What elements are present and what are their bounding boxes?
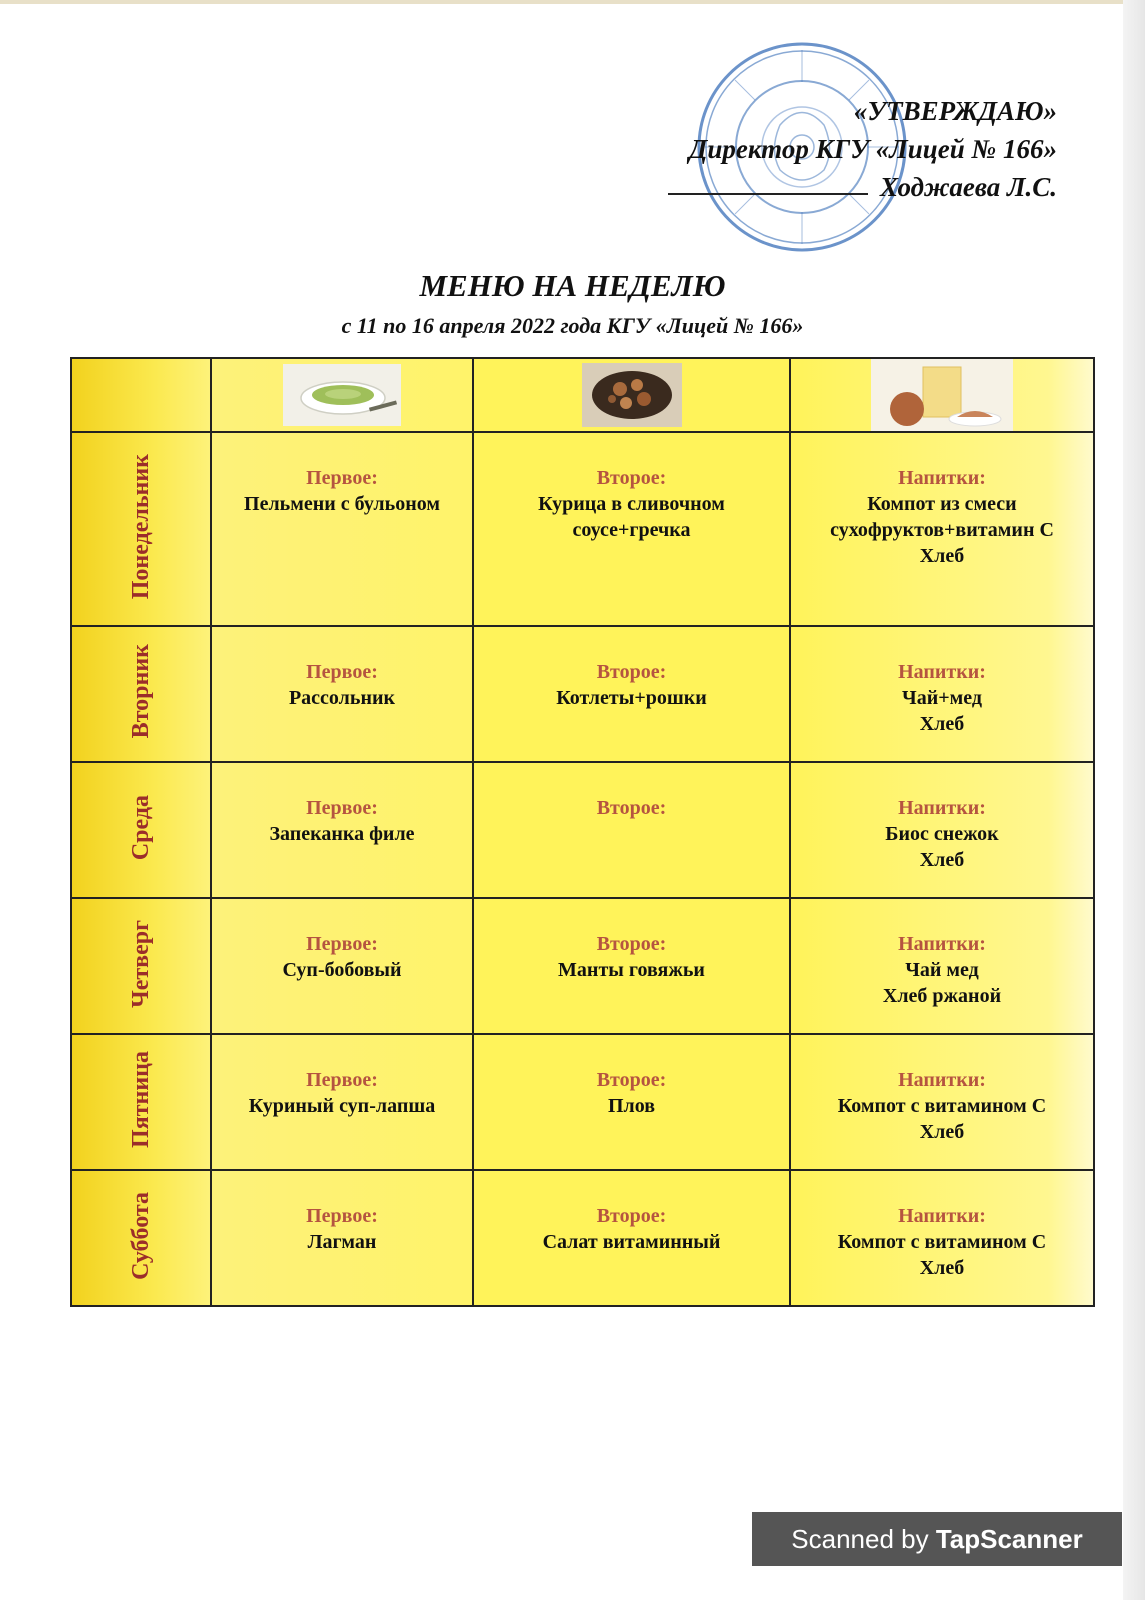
day-cell	[71, 432, 211, 626]
day-cell	[71, 898, 211, 1034]
signature-line	[668, 193, 868, 195]
first-course-cell	[211, 1170, 473, 1306]
drinks-cell	[790, 898, 1094, 1034]
second-course-label: Второе:	[596, 797, 667, 819]
drinks-label: Напитки:	[898, 933, 986, 955]
drinks-cell	[790, 762, 1094, 898]
first-course-cell	[211, 432, 473, 626]
first-course-label: Первое:	[306, 661, 378, 683]
drinks-cell	[790, 1170, 1094, 1306]
day-name: Среда	[127, 794, 154, 861]
day-name: Понедельник	[127, 453, 154, 600]
second-course-dish: Курица в сливочном соусе+гречка	[538, 493, 725, 541]
first-course-label: Первое:	[306, 1205, 378, 1227]
day-cell	[71, 762, 211, 898]
header-corner-cell	[71, 358, 211, 432]
first-course-label: Первое:	[306, 797, 378, 819]
drinks-item: Компот из смеси сухофруктов+витамин С	[830, 493, 1054, 541]
first-course-cell	[211, 898, 473, 1034]
approval-name: Ходжаева Л.С.	[879, 172, 1057, 202]
scanner-watermark	[752, 1512, 1122, 1566]
drinks-cell	[790, 1034, 1094, 1170]
first-course-cell	[211, 626, 473, 762]
second-course-label: Второе:	[596, 933, 667, 955]
day-cell	[71, 1170, 211, 1306]
first-course-dish: Рассольник	[288, 687, 396, 709]
bread-item: Хлеб ржаной	[882, 985, 1002, 1007]
day-name: Суббота	[127, 1191, 154, 1280]
watermark-prefix: Scanned by	[791, 1524, 929, 1554]
first-course-dish: Пельмени с бульоном	[244, 493, 440, 515]
second-course-dish: Котлеты+рошки	[556, 687, 707, 709]
second-course-cell	[473, 1170, 790, 1306]
second-course-cell	[473, 626, 790, 762]
second-course-dish: Плов	[607, 1095, 656, 1117]
second-course-cell	[473, 1034, 790, 1170]
drinks-item: Чай мед	[905, 959, 979, 981]
page-top-edge	[0, 0, 1145, 4]
drinks-photo-icon	[871, 359, 1013, 431]
second-course-dish: Салат витаминный	[542, 1231, 721, 1253]
second-course-cell	[473, 898, 790, 1034]
second-course-cell	[473, 762, 790, 898]
first-course-label: Первое:	[306, 1069, 378, 1091]
first-course-label: Первое:	[306, 467, 378, 489]
page-title: МЕНЮ НА НЕДЕЛЮ	[419, 268, 726, 303]
menu-row-tuesday	[71, 626, 1094, 762]
menu-row-monday	[71, 432, 1094, 626]
drinks-label: Напитки:	[898, 797, 986, 819]
approval-block	[689, 92, 1057, 206]
second-course-dish: Манты говяжьи	[558, 959, 705, 981]
first-course-dish: Куриный суп-лапша	[248, 1095, 436, 1117]
second-course-cell	[473, 432, 790, 626]
day-name: Пятница	[127, 1051, 154, 1148]
first-course-dish: Запеканка филе	[269, 823, 415, 845]
header-second-course-cell	[473, 358, 790, 432]
drinks-label: Напитки:	[898, 467, 986, 489]
first-course-dish: Суп-бобовый	[282, 959, 402, 981]
header-first-course-cell	[211, 358, 473, 432]
menu-row-saturday	[71, 1170, 1094, 1306]
main-dish-photo-icon	[582, 363, 682, 427]
bread-item: Хлеб	[919, 849, 965, 871]
bread-item: Хлеб	[919, 713, 965, 735]
watermark-brand: TapScanner	[935, 1524, 1083, 1554]
bread-item: Хлеб	[919, 1257, 965, 1279]
second-course-label: Второе:	[596, 1205, 667, 1227]
first-course-cell	[211, 1034, 473, 1170]
drinks-item: Чай+мед	[902, 687, 982, 709]
drinks-cell	[790, 626, 1094, 762]
day-name: Вторник	[127, 644, 154, 739]
page-right-edge	[1123, 0, 1145, 1600]
first-course-label: Первое:	[306, 933, 378, 955]
approval-heading: «УТВЕРЖДАЮ»	[853, 96, 1057, 126]
drinks-label: Напитки:	[898, 1069, 986, 1091]
second-course-label: Второе:	[596, 661, 667, 683]
day-cell	[71, 626, 211, 762]
menu-row-thursday	[71, 898, 1094, 1034]
drinks-item: Компот с витамином С	[837, 1231, 1047, 1253]
menu-header-row	[71, 358, 1094, 432]
approval-position: Директор КГУ «Лицей № 166»	[688, 134, 1057, 164]
menu-table	[70, 357, 1095, 1307]
bread-item: Хлеб	[919, 1121, 965, 1143]
drinks-item: Компот с витамином С	[837, 1095, 1047, 1117]
page-subtitle: с 11 по 16 апреля 2022 года КГУ «Лицей № 166»	[341, 313, 804, 338]
second-course-label: Второе:	[596, 467, 667, 489]
menu-row-friday	[71, 1034, 1094, 1170]
first-course-dish: Лагман	[307, 1231, 377, 1253]
bread-item: Хлеб	[919, 545, 965, 567]
first-course-cell	[211, 762, 473, 898]
drinks-item: Биос снежок	[885, 823, 999, 845]
day-name: Четверг	[127, 919, 154, 1008]
soup-photo-icon	[283, 364, 401, 426]
day-cell	[71, 1034, 211, 1170]
menu-row-wednesday	[71, 762, 1094, 898]
drinks-label: Напитки:	[898, 661, 986, 683]
second-course-label: Второе:	[596, 1069, 667, 1091]
drinks-cell	[790, 432, 1094, 626]
drinks-label: Напитки:	[898, 1205, 986, 1227]
header-drinks-cell	[790, 358, 1094, 432]
